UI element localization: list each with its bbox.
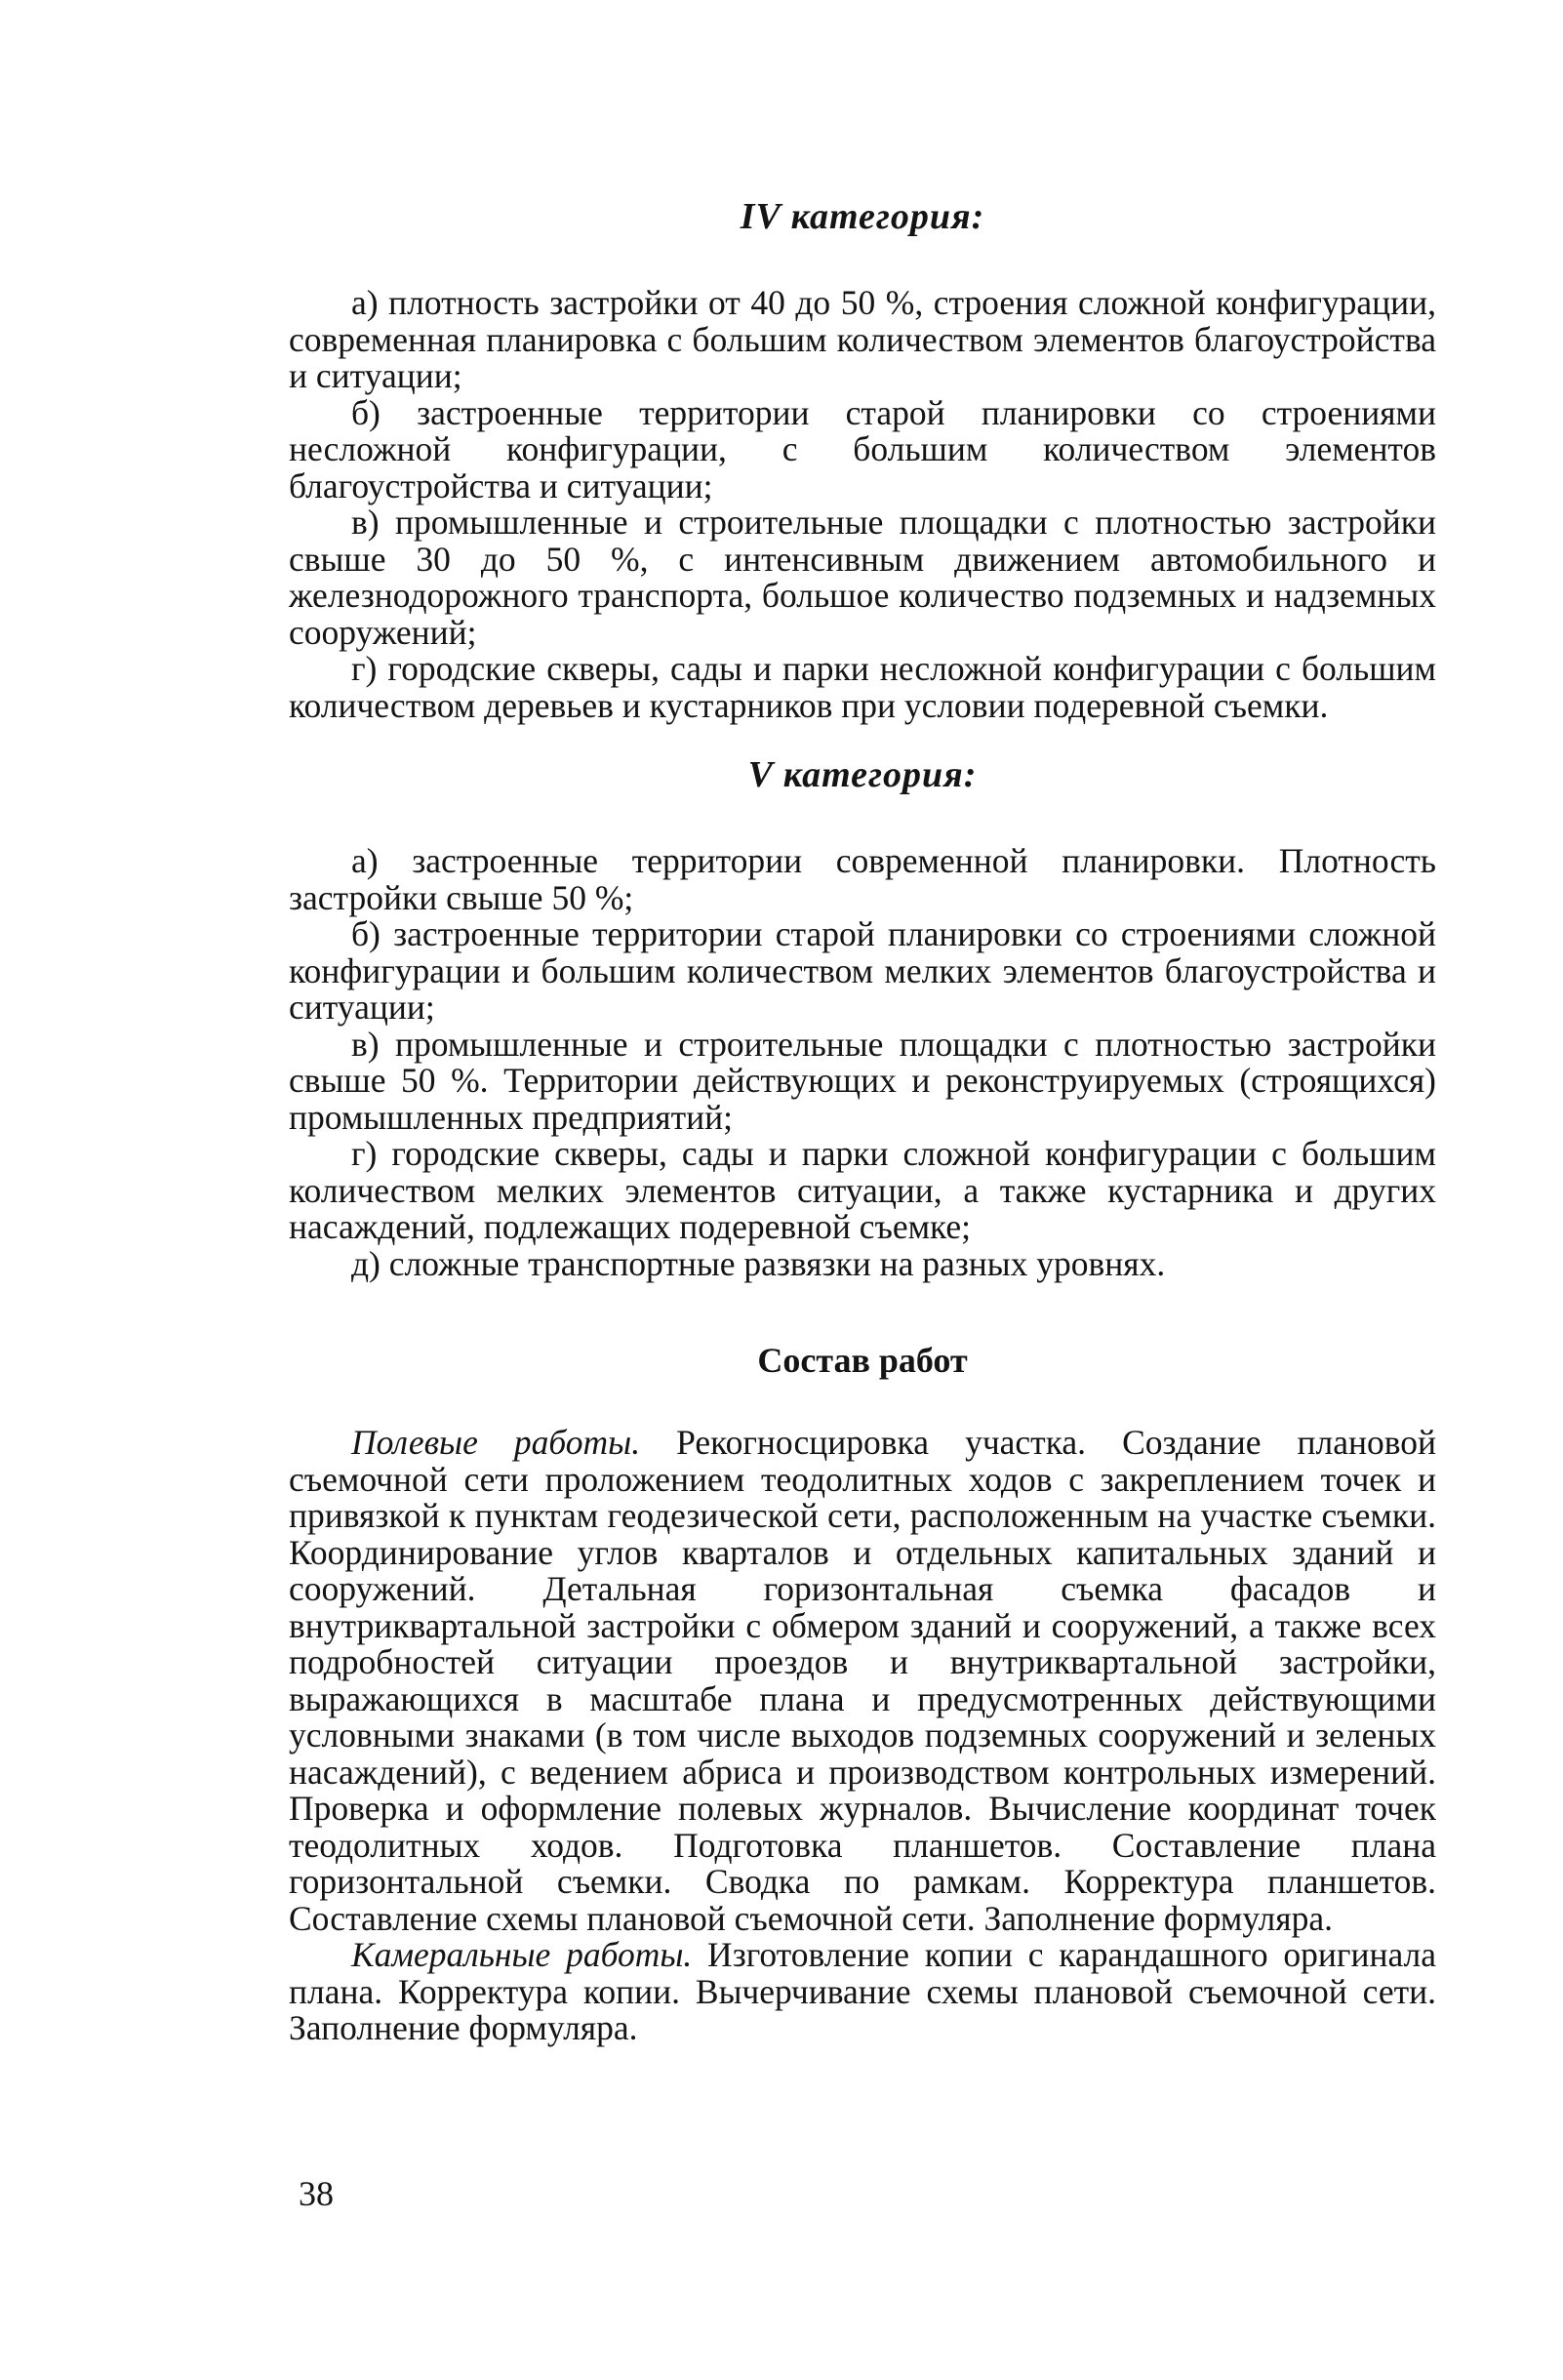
category-5-item-a: а) застроенные территории современной планировки. Плотность застройки свыше 50 %; xyxy=(289,841,1436,917)
office-work-text: Изготовление копии с карандашного оригинала плана. Корректура копии. Вычерчивание схемы плановой съемочной сети. Заполнение формуляра. xyxy=(289,1935,1436,2047)
text-column xyxy=(289,195,1436,2047)
category-4-item-g: г) городские скверы, сады и парки несложной конфигурации с большим количеством деревьев и кустарников при условии подеревной съемки. xyxy=(289,649,1436,725)
category-5-item-d: д) сложные транспортные развязки на разных уровнях. xyxy=(351,1243,1166,1283)
category-4-item-a: а) плотность застройки от 40 до 50 %, строения сложной конфигурации, современная планировка с большим количеством элементов благоустройства и ситуации; xyxy=(289,283,1436,395)
office-work-lead: Камеральные работы. xyxy=(351,1935,693,1974)
category-4-heading: IV категория: xyxy=(740,196,985,237)
page-number: 38 xyxy=(299,2174,334,2213)
category-4-item-b: б) застроенные территории старой планировки со строениями несложной конфигурации, с большим количеством элементов благоустройства и ситуации; xyxy=(289,392,1436,505)
category-5-item-v: в) промышленные и строительные площадки с плотностью застройки свыше 50 %. Территории действующих и реконструируемых (строящихся) промышленных предприятий; xyxy=(289,1024,1436,1137)
category-4-item-v: в) промышленные и строительные площадки с плотностью застройки свыше 30 до 50 %, с интенсивным движением автомобильного и железнодорожного транспорта, большое количество подземных и надземных сооружений; xyxy=(289,503,1436,652)
field-work-paragraph xyxy=(289,1425,1436,1937)
work-composition-heading: Состав работ xyxy=(757,1341,968,1380)
category-5-item-b: б) застроенные территории старой планировки со строениями сложной конфигурации и большим количеством мелких элементов благоустройства и ситуации; xyxy=(289,914,1436,1027)
category-4-section xyxy=(289,195,1436,724)
field-work-lead: Полевые работы. xyxy=(351,1423,641,1462)
category-5-section xyxy=(289,753,1436,1282)
office-work-paragraph xyxy=(289,1937,1436,2047)
field-work-text: Рекогносцировка участка. Создание плановой съемочной сети проложением теодолитных ходов с закреплением точек и привязкой к пунктам геодезической сети, расположенным на участке съемки. Координирование углов кварталов и отдельных капитальных зданий и сооружений. Детальная горизонтальная съемка фасадов и внутриквартальной застройки с обмером зданий и сооружений, а также всех подробностей ситуации проездов и внутриквартальной застройки, выражающихся в масштабе плана и предусмотренных действующими условными знаками (в том числе выходов подземных сооружений и зеленых насаждений), с ведением абриса и производством контрольных измерений. Проверка и оформление полевых журналов. Вычисление координат точек теодолитных ходов. Подготовка планшетов. Составление плана горизонтальной съемки. Сводка по рамкам. Корректура планшетов. Составление схемы плановой съемочной сети. Заполнение формуляра. xyxy=(289,1423,1436,1938)
category-5-heading: V категория: xyxy=(747,754,978,795)
category-5-item-g: г) городские скверы, сады и парки сложной конфигурации с большим количеством мелких элементов ситуации, а также кустарника и других насаждений, подлежащих подеревной съемке; xyxy=(289,1134,1436,1246)
work-composition-section xyxy=(289,1339,1436,2047)
